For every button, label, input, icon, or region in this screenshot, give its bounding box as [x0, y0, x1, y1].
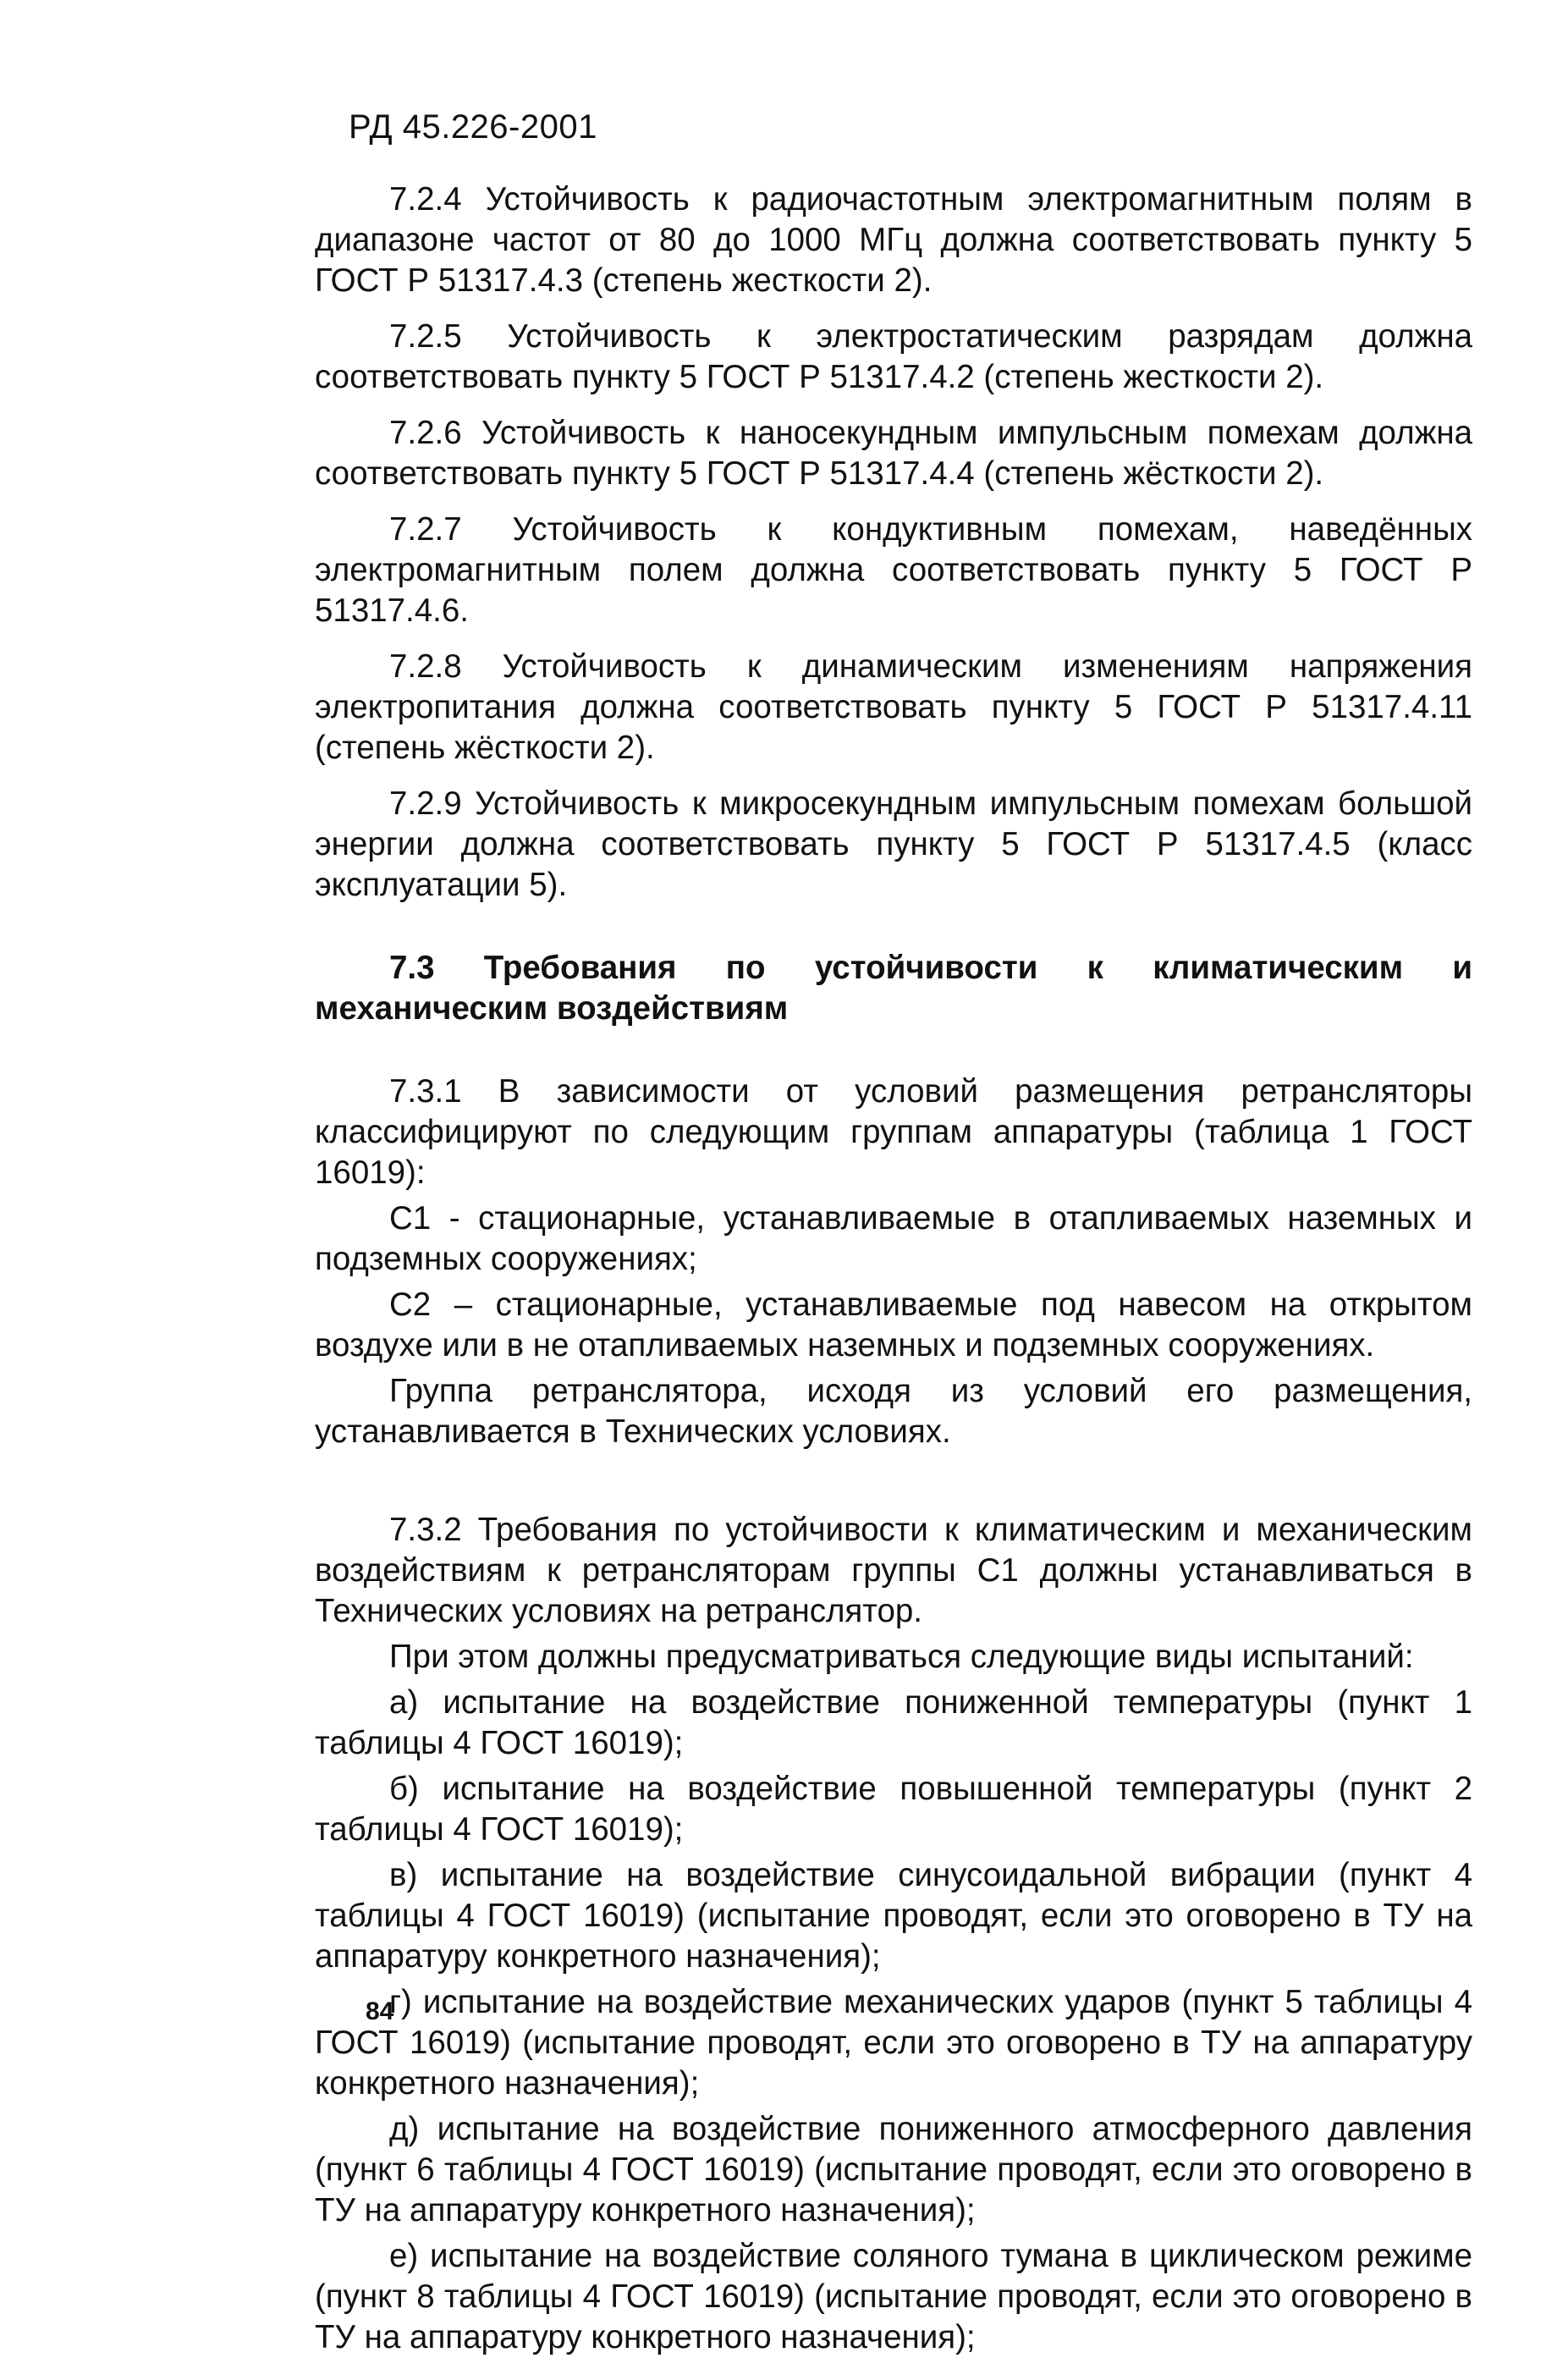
- paragraph-7-2-8: 7.2.8 Устойчивость к динамическим изменениям напряжения электропитания должна соответствовать пункту 5 ГОСТ Р 51317.4.11 (степень жёсткости 2).: [315, 648, 1472, 766]
- paragraph-7-2-7: 7.2.7 Устойчивость к кондуктивным помехам, наведённых электромагнитным полем должна соответствовать пункту 5 ГОСТ Р 51317.4.6.: [315, 511, 1472, 629]
- test-item-b: б) испытание на воздействие повышенной температуры (пункт 2 таблицы 4 ГОСТ 16019);: [315, 1771, 1472, 1848]
- group-c2: С2 – стационарные, устанавливаемые под навесом на открытом воздухе или в не отапливаемых наземных и подземных сооружениях.: [315, 1286, 1472, 1364]
- test-item-e: е) испытание на воздействие соляного тумана в циклическом режиме (пункт 8 таблицы 4 ГОСТ 16019) (испытание проводят, если это оговорено в ТУ на аппаратуру конкретного назначения);: [315, 2238, 1472, 2355]
- document-id: РД 45.226-2001: [349, 108, 597, 146]
- document-body: [315, 179, 1472, 2358]
- test-item-g: г) испытание на воздействие механических ударов (пункт 5 таблицы 4 ГОСТ 16019) (испытание проводят, если это оговорено в ТУ на аппаратуру конкретного назначения);: [315, 1984, 1472, 2102]
- paragraph-7-2-5: 7.2.5 Устойчивость к электростатическим разрядам должна соответствовать пункту 5 ГОСТ Р 51317.4.2 (степень жесткости 2).: [315, 318, 1472, 395]
- group-note: Группа ретранслятора, исходя из условий его размещения, устанавливается в Технических условиях.: [315, 1373, 1472, 1450]
- paragraph-7-3-2: 7.3.2 Требования по устойчивости к климатическим и механическим воздействиям к ретрансляторам группы С1 должны устанавливаться в Технических условиях на ретранслятор.: [315, 1512, 1472, 1629]
- test-item-a: а) испытание на воздействие пониженной температуры (пункт 1 таблицы 4 ГОСТ 16019);: [315, 1684, 1472, 1761]
- paragraph-7-2-4: 7.2.4 Устойчивость к радиочастотным электромагнитным полям в диапазоне частот от 80 до 1000 МГц должна соответствовать пункту 5 ГОСТ Р 51317.4.3 (степень жесткости 2).: [315, 181, 1472, 299]
- tests-intro: При этом должны предусматриваться следующие виды испытаний:: [389, 1639, 1414, 1675]
- test-item-v: в) испытание на воздействие синусоидальной вибрации (пункт 4 таблицы 4 ГОСТ 16019) (испытание проводят, если это оговорено в ТУ на аппаратуру конкретного назначения);: [315, 1857, 1472, 1975]
- paragraph-7-2-6: 7.2.6 Устойчивость к наносекундным импульсным помехам должна соответствовать пункту 5 ГОСТ Р 51317.4.4 (степень жёсткости 2).: [315, 415, 1472, 492]
- page-number: 84: [366, 1997, 394, 2025]
- paragraph-7-3-1: 7.3.1 В зависимости от условий размещения ретрансляторы классифицируют по следующим группам аппаратуры (таблица 1 ГОСТ 16019):: [315, 1073, 1472, 1191]
- paragraph-7-2-9: 7.2.9 Устойчивость к микросекундным импульсным помехам большой энергии должна соответствовать пункту 5 ГОСТ Р 51317.4.5 (класс эксплуатации 5).: [315, 785, 1472, 903]
- group-c1: С1 - стационарные, устанавливаемые в отапливаемых наземных и подземных сооружениях;: [315, 1200, 1472, 1277]
- test-item-d: д) испытание на воздействие пониженного атмосферного давления (пункт 6 таблицы 4 ГОСТ 16019) (испытание проводят, если это оговорено в ТУ на аппаратуру конкретного назначения);: [315, 2111, 1472, 2229]
- section-heading-7-3: 7.3 Требования по устойчивости к климатическим и механическим воздействиям: [315, 950, 1472, 1027]
